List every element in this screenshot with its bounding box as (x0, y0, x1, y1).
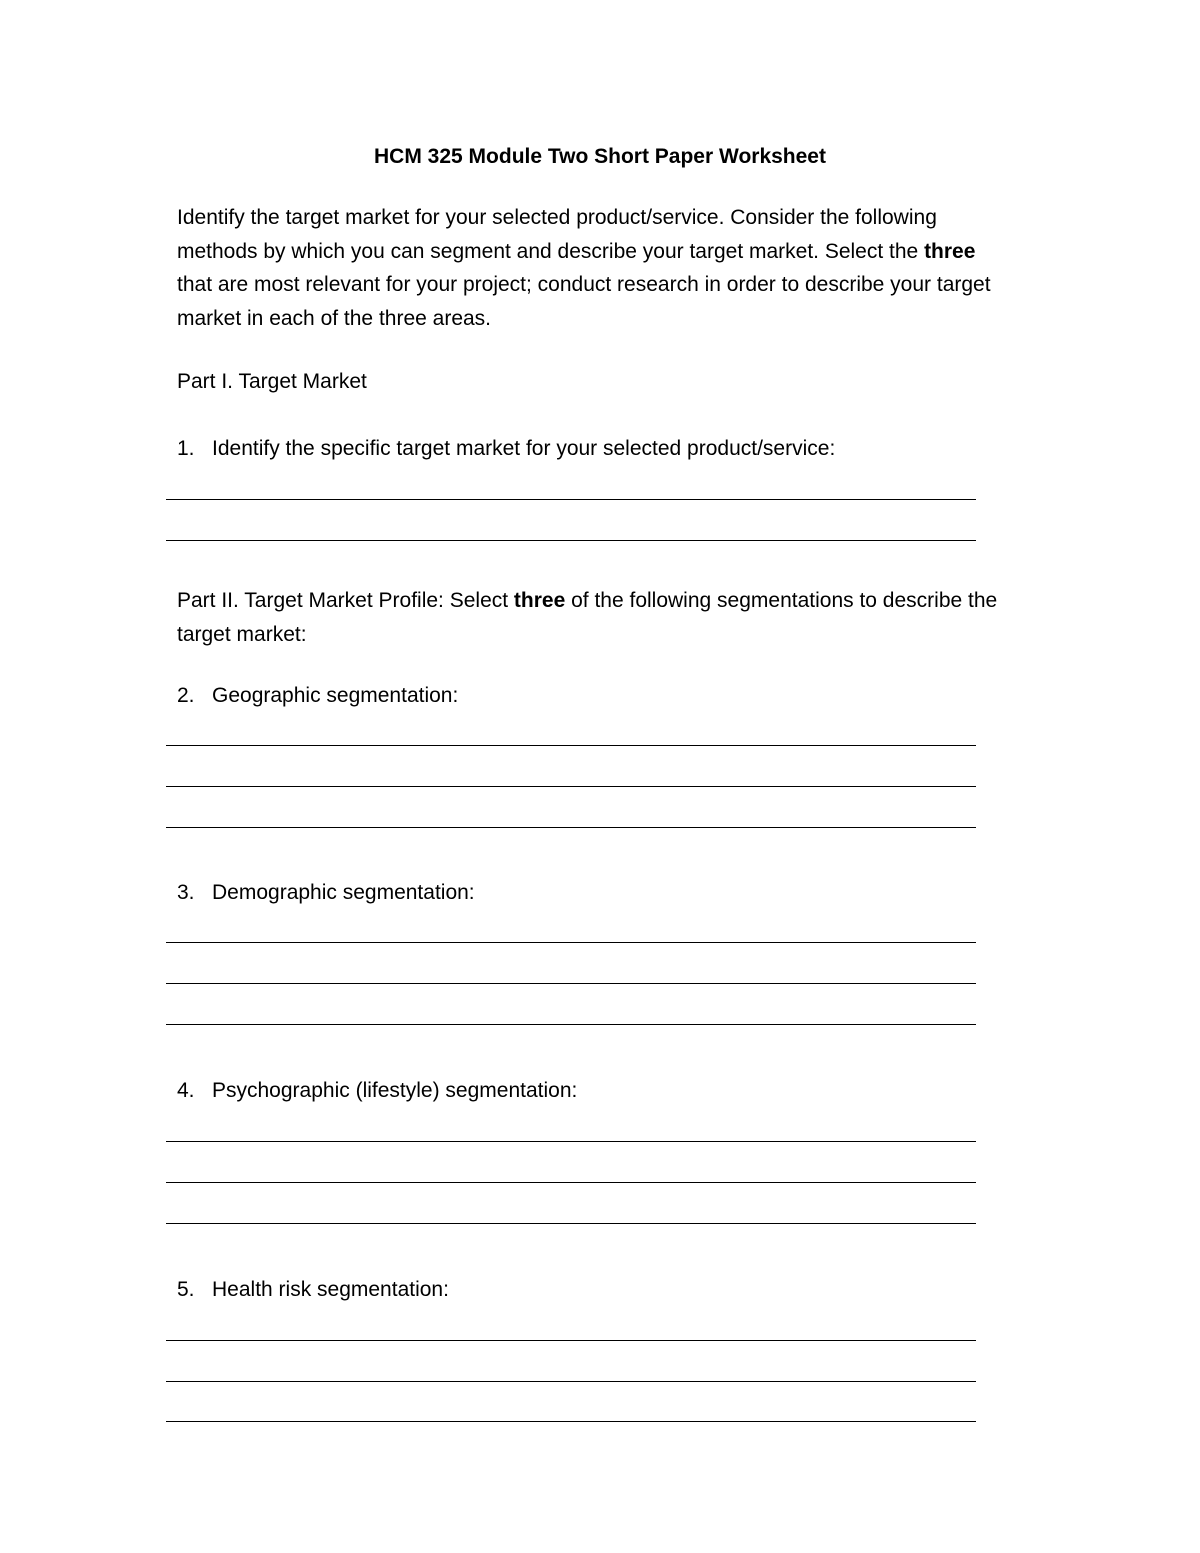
question-number: 4. (177, 1079, 195, 1102)
question-label: Identify the specific target market for your selected product/service: (212, 437, 836, 460)
intro-text-1: Identify the target market for your selected product/service. Consider the following methods by which you can segment and describe your target market. Select the (177, 206, 937, 263)
answer-line[interactable] (166, 827, 976, 828)
intro-bold-three: three (924, 239, 976, 263)
answer-line[interactable] (166, 983, 976, 984)
answer-line[interactable] (166, 1024, 976, 1025)
question-number: 2. (177, 684, 195, 707)
part-two-bold-three: three (513, 589, 566, 612)
answer-line[interactable] (166, 1421, 976, 1422)
question-number: 1. (177, 437, 195, 460)
part-one-heading: Part I. Target Market (177, 370, 367, 393)
answer-line[interactable] (166, 1381, 976, 1382)
answer-line[interactable] (166, 1182, 976, 1183)
document-title: HCM 325 Module Two Short Paper Worksheet (374, 145, 826, 168)
answer-line[interactable] (166, 745, 976, 746)
part-two-text-2: of the following segmentations to describe the target market: (177, 589, 998, 646)
question-item-4 (177, 1077, 577, 1105)
answer-line[interactable] (166, 942, 976, 943)
question-label: Psychographic (lifestyle) segmentation: (212, 1079, 578, 1102)
question-label: Health risk segmentation: (212, 1278, 449, 1301)
answer-line[interactable] (166, 1223, 976, 1224)
question-number: 5. (177, 1278, 195, 1301)
question-item-2 (177, 682, 458, 710)
answer-line[interactable] (166, 1340, 976, 1341)
answer-line[interactable] (166, 786, 976, 787)
answer-line[interactable] (166, 499, 976, 500)
question-label: Geographic segmentation: (212, 684, 459, 707)
intro-paragraph (177, 201, 1007, 335)
question-label: Demographic segmentation: (212, 881, 475, 904)
question-item-5 (177, 1276, 449, 1304)
question-item-1 (177, 435, 835, 463)
part-two-heading (177, 584, 1007, 651)
intro-text-2: that are most relevant for your project; conduct research in order to describe your target market in each of the three areas. (177, 273, 991, 330)
answer-line[interactable] (166, 540, 976, 541)
part-two-text-1: Part II. Target Market Profile: Select (177, 589, 514, 612)
answer-line[interactable] (166, 1141, 976, 1142)
question-item-3 (177, 879, 475, 907)
question-number: 3. (177, 881, 195, 904)
